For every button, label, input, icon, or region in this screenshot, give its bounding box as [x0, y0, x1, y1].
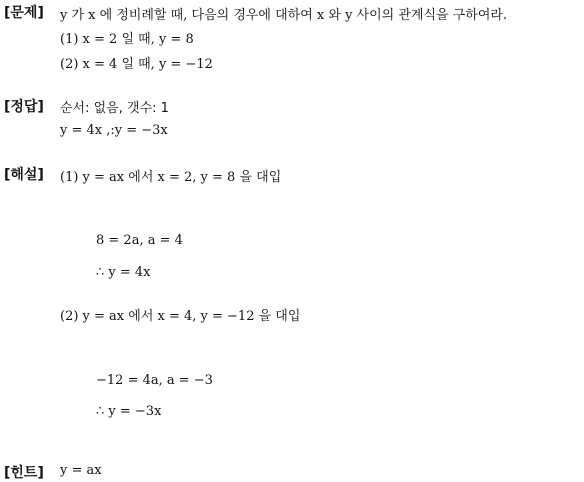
- explanation-part1-intro: (1) y = ax 에서 x = 2, y = 8 을 대입: [60, 170, 282, 185]
- explanation-part2-result: ∴ y = −3x: [96, 404, 162, 419]
- answer-summary: 순서: 없음, 갯수: 1: [60, 101, 169, 116]
- answer-value: y = 4x ,:y = −3x: [60, 123, 168, 138]
- hint-label: [힌트]: [4, 465, 44, 481]
- problem-item-2: (2) x = 4 일 때, y = −12: [60, 57, 213, 72]
- explanation-part1-result: ∴ y = 4x: [96, 265, 151, 280]
- hint-value: y = ax: [60, 463, 102, 478]
- answer-label: [정답]: [4, 99, 44, 115]
- problem-question: y 가 x 에 정비례할 때, 다음의 경우에 대하여 x 와 y 사이의 관계식을 구하여라.: [60, 8, 508, 23]
- problem-label: [문제]: [4, 5, 44, 21]
- explanation-label: [해설]: [4, 167, 44, 183]
- explanation-part1-equation: 8 = 2a, a = 4: [96, 233, 183, 248]
- explanation-part2-intro: (2) y = ax 에서 x = 4, y = −12 을 대입: [60, 309, 301, 324]
- explanation-part2-equation: −12 = 4a, a = −3: [96, 373, 213, 388]
- problem-item-1: (1) x = 2 일 때, y = 8: [60, 32, 194, 47]
